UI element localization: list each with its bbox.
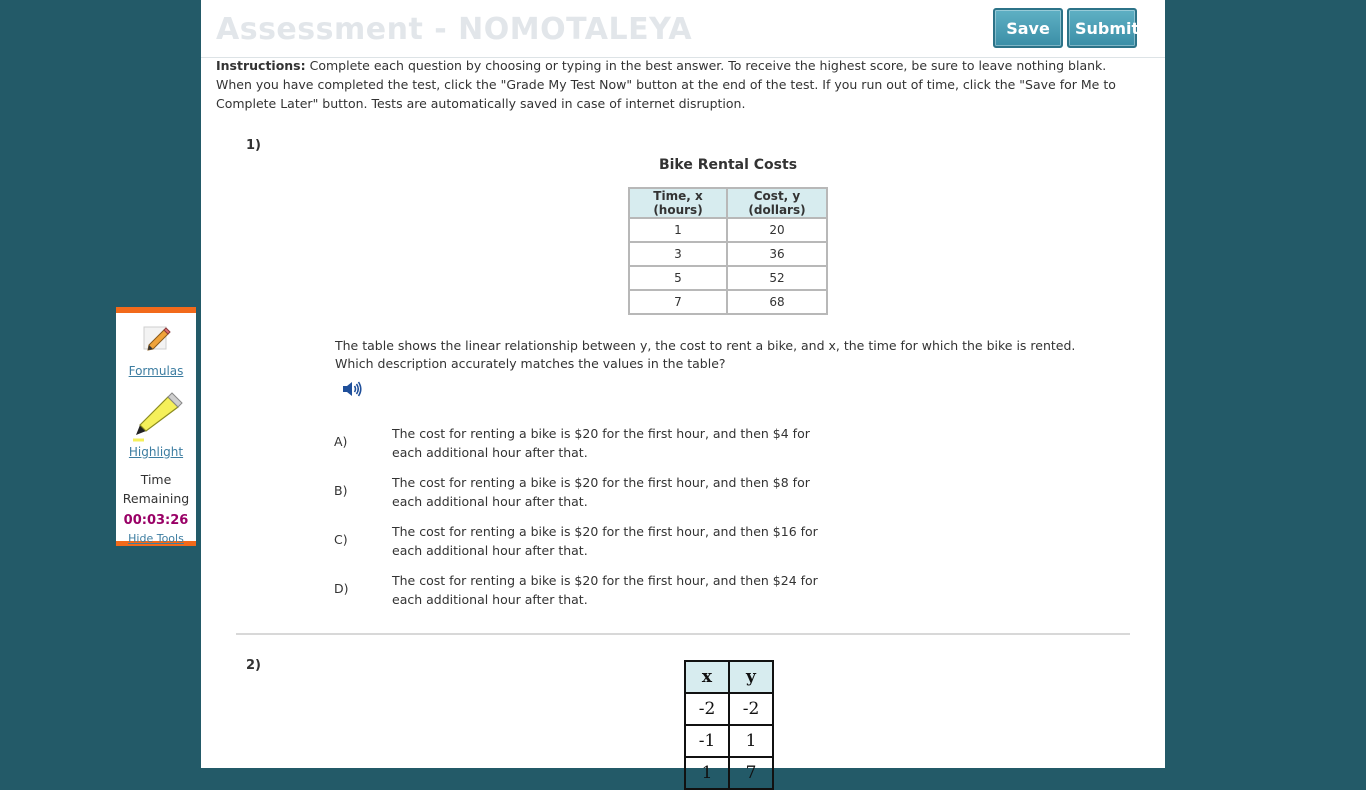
table-header-row	[629, 188, 827, 218]
choice-c-letter[interactable]: C)	[334, 532, 348, 547]
table-cell: 7	[629, 290, 727, 314]
highlight-link[interactable]: Highlight	[128, 445, 184, 459]
save-button[interactable]: Save	[993, 8, 1063, 48]
instructions	[216, 56, 1146, 113]
table-row	[685, 693, 773, 725]
table-cell: 52	[727, 266, 827, 290]
table-row	[629, 218, 827, 242]
formulas-link[interactable]: Formulas	[128, 364, 184, 378]
bike-rental-table-title: Bike Rental Costs	[658, 157, 798, 173]
countdown-timer: 00:03:26	[123, 513, 189, 528]
speaker-icon[interactable]	[341, 378, 363, 400]
page-header	[201, 0, 1165, 58]
xy-table	[684, 660, 774, 790]
assessment-page	[201, 0, 1165, 783]
table-row	[685, 725, 773, 757]
choice-d-text[interactable]: The cost for renting a bike is $20 for the first hour, and then $24 for each additional hour after that.	[392, 573, 818, 607]
table-row	[629, 266, 827, 290]
table-cell: 20	[727, 218, 827, 242]
choice-a-letter[interactable]: A)	[334, 434, 348, 449]
table-cell: -2	[685, 693, 729, 725]
table-row	[629, 242, 827, 266]
table-cell: -2	[729, 693, 773, 725]
time-label-line-2: Remaining	[122, 491, 190, 506]
pencil-icon[interactable]	[140, 323, 174, 357]
column-header-cost: Cost, y (dollars)	[727, 188, 827, 218]
table-cell: 68	[727, 290, 827, 314]
column-header-y: y	[729, 661, 773, 693]
table-cell: -1	[685, 725, 729, 757]
time-remaining-label	[116, 470, 196, 508]
time-label-line-1: Time	[140, 472, 172, 487]
table-cell: 36	[727, 242, 827, 266]
question-divider	[236, 633, 1130, 635]
submit-button[interactable]: Submit	[1067, 8, 1137, 48]
table-cell: 3	[629, 242, 727, 266]
table-header-row	[685, 661, 773, 693]
table-cell: 1	[629, 218, 727, 242]
instructions-text: Complete each question by choosing or typing in the best answer. To receive the highest score, be sure to leave nothing blank. When you have completed the test, click the "Grade My Test Now" button at the end of the test. If you run out of time, click the "Save for Me to Complete Later" button. Tests are automatically saved in case of internet disruption.	[216, 58, 1116, 111]
question-1-stem: The table shows the linear relationship between y, the cost to rent a bike, and x, the time for which the bike is rented. Which description accurately matches the values in the table?	[335, 338, 1076, 371]
table-cell: 7	[729, 757, 773, 789]
table-row	[629, 290, 827, 314]
choice-b-letter[interactable]: B)	[334, 483, 348, 498]
column-header-x: x	[685, 661, 729, 693]
highlighter-icon[interactable]	[130, 391, 184, 447]
hide-tools-link[interactable]: Hide Tools	[128, 532, 184, 545]
question-2-number: 2)	[246, 658, 261, 673]
table-cell: 5	[629, 266, 727, 290]
choice-c-text[interactable]: The cost for renting a bike is $20 for the first hour, and then $16 for each additional hour after that.	[392, 524, 818, 558]
choice-d-letter[interactable]: D)	[334, 581, 349, 596]
table-cell: 1	[729, 725, 773, 757]
page-title: Assessment - NOMOTALEYA	[216, 12, 693, 47]
tools-panel	[116, 307, 196, 546]
table-cell: 1	[685, 757, 729, 789]
question-1-number: 1)	[246, 138, 261, 153]
column-header-time: Time, x (hours)	[629, 188, 727, 218]
bike-rental-table	[628, 187, 828, 315]
instructions-label: Instructions:	[216, 58, 306, 73]
table-row	[685, 757, 773, 789]
choice-b-text[interactable]: The cost for renting a bike is $20 for the first hour, and then $8 for each additional hour after that.	[392, 475, 810, 509]
choice-a-text[interactable]: The cost for renting a bike is $20 for the first hour, and then $4 for each additional hour after that.	[392, 426, 810, 460]
